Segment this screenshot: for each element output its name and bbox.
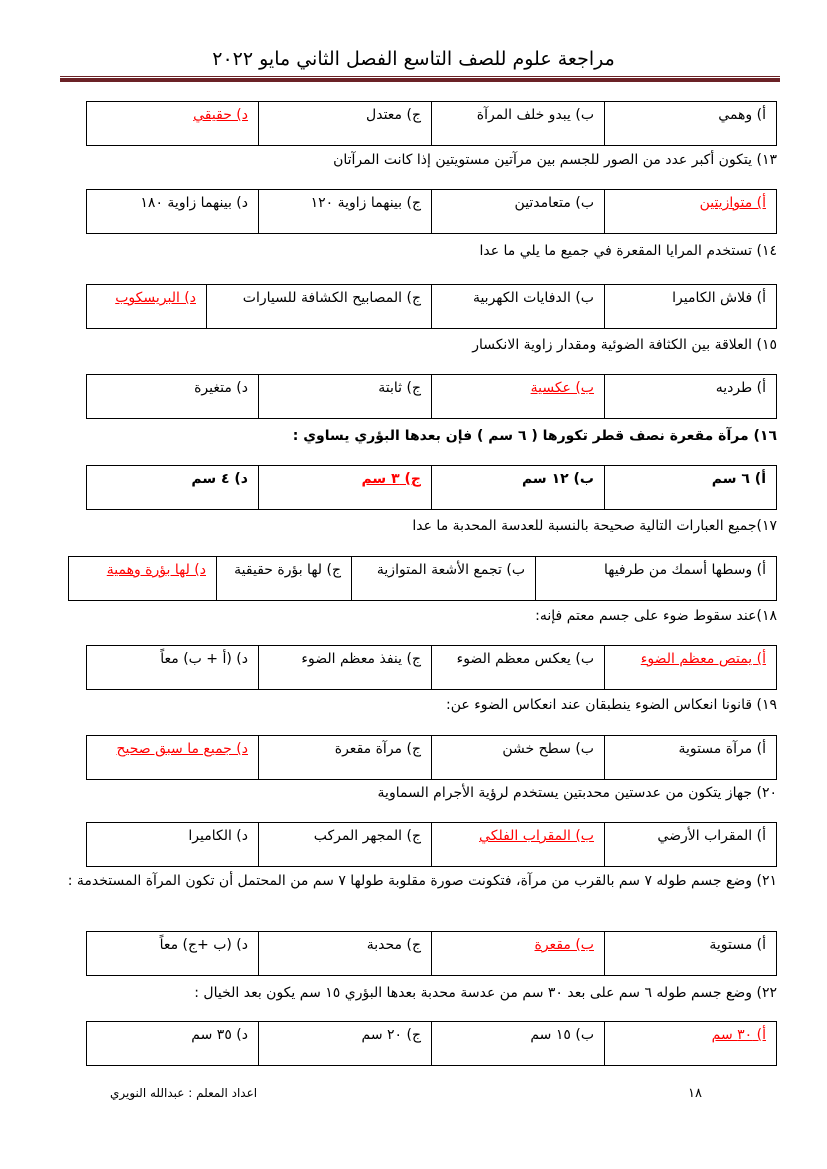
option-a[interactable]: أ) المقراب الأرضي	[605, 823, 777, 867]
question-14: ١٤) تستخدم المرايا المقعرة في جميع ما يلي ما عدا	[479, 243, 777, 259]
option-a[interactable]: أ) يمتص معظم الضوء	[605, 646, 777, 690]
option-b[interactable]: ب) تجمع الأشعة المتوازية	[352, 557, 536, 601]
option-a[interactable]: أ) ٦ سم	[605, 466, 777, 510]
option-a[interactable]: أ) وسطها أسمك من طرفيها	[536, 557, 777, 601]
option-c[interactable]: ج) معتدل	[259, 102, 432, 146]
option-c[interactable]: ج) ٢٠ سم	[259, 1022, 432, 1066]
option-a[interactable]: أ) طرديه	[605, 375, 777, 419]
option-d[interactable]: د) حقيقي	[87, 102, 259, 146]
option-d[interactable]: د) (أ + ب) معاً	[87, 646, 259, 690]
options-table-q16	[86, 465, 777, 510]
option-b[interactable]: ب) يعكس معظم الضوء	[432, 646, 605, 690]
page-title: مراجعة علوم للصف التاسع الفصل الثاني مايو ٢٠٢٢	[212, 48, 615, 70]
question-15: ١٥) العلاقة بين الكثافة الضوئية ومقدار زاوية الانكسار	[472, 337, 777, 353]
option-b[interactable]: ب) ١٥ سم	[432, 1022, 605, 1066]
option-c[interactable]: ج) ٣ سم	[259, 466, 432, 510]
options-table-q12	[86, 101, 777, 146]
options-table-q17	[68, 556, 777, 601]
option-a[interactable]: أ) وهمي	[605, 102, 777, 146]
header-rule-thin	[60, 76, 780, 77]
question-19: ١٩) قانونا انعكاس الضوء ينطبقان عند انعكاس الضوء عن:	[446, 697, 777, 713]
option-c[interactable]: ج) محدبة	[259, 932, 432, 976]
question-22: ٢٢) وضع جسم طوله ٦ سم على بعد ٣٠ سم من عدسة محدبة بعدها البؤري ١٥ سم يكون بعد الخيال :	[194, 985, 777, 1001]
option-c[interactable]: ج) المصابيح الكشافة للسيارات	[207, 285, 432, 329]
option-d[interactable]: د) الكاميرا	[87, 823, 259, 867]
option-a[interactable]: أ) ٣٠ سم	[605, 1022, 777, 1066]
option-b[interactable]: ب) سطح خشن	[432, 736, 605, 780]
question-13: ١٣) يتكون أكبر عدد من الصور للجسم بين مرآتين مستويتين إذا كانت المرآتان	[333, 152, 777, 168]
option-b[interactable]: ب) يبدو خلف المرآة	[432, 102, 605, 146]
page-number: ١٨	[688, 1086, 702, 1101]
option-d[interactable]: د) بينهما زاوية ١٨٠	[87, 190, 259, 234]
footer-author: اعداد المعلم : عبدالله النويري	[110, 1086, 258, 1100]
option-b[interactable]: ب) متعامدتين	[432, 190, 605, 234]
options-table-q20	[86, 822, 777, 867]
options-table-q21	[86, 931, 777, 976]
option-b[interactable]: ب) عكسية	[432, 375, 605, 419]
option-c[interactable]: ج) ثابتة	[259, 375, 432, 419]
question-16: ١٦) مرآة مقعرة نصف قطر تكورها ( ٦ سم ) فإن بعدها البؤري يساوي :	[292, 428, 777, 444]
options-table-q22	[86, 1021, 777, 1066]
option-a[interactable]: أ) فلاش الكاميرا	[605, 285, 777, 329]
options-table-q14	[86, 284, 777, 329]
option-b[interactable]: ب) مقعرة	[432, 932, 605, 976]
option-d[interactable]: د) البريسكوب	[87, 285, 207, 329]
option-c[interactable]: ج) ينفذ معظم الضوء	[259, 646, 432, 690]
option-d[interactable]: د) لها بؤرة وهمية	[69, 557, 217, 601]
option-d[interactable]: د) متغيرة	[87, 375, 259, 419]
options-table-q13	[86, 189, 777, 234]
question-20: ٢٠) جهاز يتكون من عدستين محدبتين يستخدم لرؤية الأجرام السماوية	[377, 785, 777, 801]
option-b[interactable]: ب) المقراب الفلكي	[432, 823, 605, 867]
header-rule-thick	[60, 78, 780, 82]
question-21: ٢١) وضع جسم طوله ٧ سم بالقرب من مرآة، فتكونت صورة مقلوبة طولها ٧ سم من المحتمل أن تكون المرآة المستخدمة :	[67, 873, 777, 889]
option-d[interactable]: د) ٤ سم	[87, 466, 259, 510]
option-a[interactable]: أ) مستوية	[605, 932, 777, 976]
option-c[interactable]: ج) المجهر المركب	[259, 823, 432, 867]
option-a[interactable]: أ) متوازيتين	[605, 190, 777, 234]
options-table-q18	[86, 645, 777, 690]
option-d[interactable]: د) (ب +ج) معاً	[87, 932, 259, 976]
option-a[interactable]: أ) مرآة مستوية	[605, 736, 777, 780]
question-17: ١٧)جميع العبارات التالية صحيحة بالنسبة للعدسة المحدبة ما عدا	[412, 518, 777, 534]
question-18: ١٨)عند سقوط ضوء على جسم معتم فإنه:	[535, 608, 777, 624]
options-table-q19	[86, 735, 777, 780]
options-table-q15	[86, 374, 777, 419]
option-c[interactable]: ج) بينهما زاوية ١٢٠	[259, 190, 432, 234]
option-c[interactable]: ج) لها بؤرة حقيقية	[217, 557, 352, 601]
option-c[interactable]: ج) مرآة مقعرة	[259, 736, 432, 780]
option-b[interactable]: ب) ١٢ سم	[432, 466, 605, 510]
option-d[interactable]: د) جميع ما سبق صحيح	[87, 736, 259, 780]
option-d[interactable]: د) ٣٥ سم	[87, 1022, 259, 1066]
option-b[interactable]: ب) الدفايات الكهربية	[432, 285, 605, 329]
